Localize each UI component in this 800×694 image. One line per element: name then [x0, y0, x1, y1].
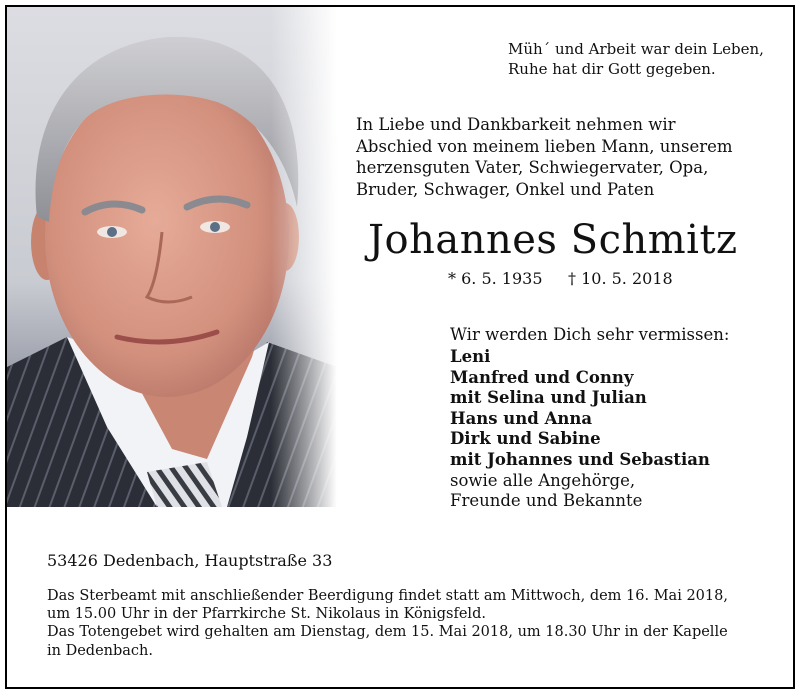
mourner-name: mit Selina und Julian	[450, 388, 647, 408]
intro-line: In Liebe und Dankbarkeit nehmen wir	[356, 115, 676, 134]
service-line: in Dedenbach.	[47, 642, 153, 659]
mourners-heading: Wir werden Dich sehr vermissen:	[450, 325, 730, 344]
obituary-card	[5, 5, 795, 689]
portrait-photo	[7, 7, 337, 507]
deceased-name: Johannes Schmitz	[368, 217, 738, 263]
intro-line: herzensguten Vater, Schwiegervater, Opa,	[356, 158, 709, 177]
death-date: † 10. 5. 2018	[568, 269, 673, 288]
farewell-intro	[356, 114, 733, 200]
service-line: um 15.00 Uhr in der Pfarrkirche St. Nikolaus in Königsfeld.	[47, 606, 486, 623]
intro-line: Abschied von meinem lieben Mann, unserem	[356, 136, 733, 156]
mourner-name: Hans und Anna	[450, 408, 593, 428]
birth-date: * 6. 5. 1935	[448, 269, 543, 288]
intro-line: Bruder, Schwager, Onkel und Paten	[356, 179, 655, 199]
motto-verse	[508, 39, 764, 79]
service-details	[47, 587, 728, 660]
motto-line: Müh´ und Arbeit war dein Leben,	[508, 40, 764, 58]
motto-line: Ruhe hat dir Gott gegeben.	[508, 60, 716, 78]
mourner-name: mit Johannes und Sebastian	[450, 449, 710, 469]
service-line: Das Sterbeamt mit anschließender Beerdigung findet statt am Mittwoch, dem 16. Mai 2018,	[47, 588, 728, 604]
mourner-name: Manfred und Conny	[450, 367, 634, 387]
mourner-name: sowie alle Angehörge,	[450, 470, 636, 490]
mourner-name: Dirk und Sabine	[450, 429, 601, 449]
service-line: Das Totengebet wird gehalten am Dienstag, dem 15. Mai 2018, um 18.30 Uhr in der Kapelle	[47, 624, 728, 641]
mourner-name: Leni	[450, 347, 491, 366]
family-address: 53426 Dedenbach, Hauptstraße 33	[47, 551, 333, 570]
mourner-name: Freunde und Bekannte	[450, 491, 643, 511]
mourners-list	[450, 347, 710, 512]
